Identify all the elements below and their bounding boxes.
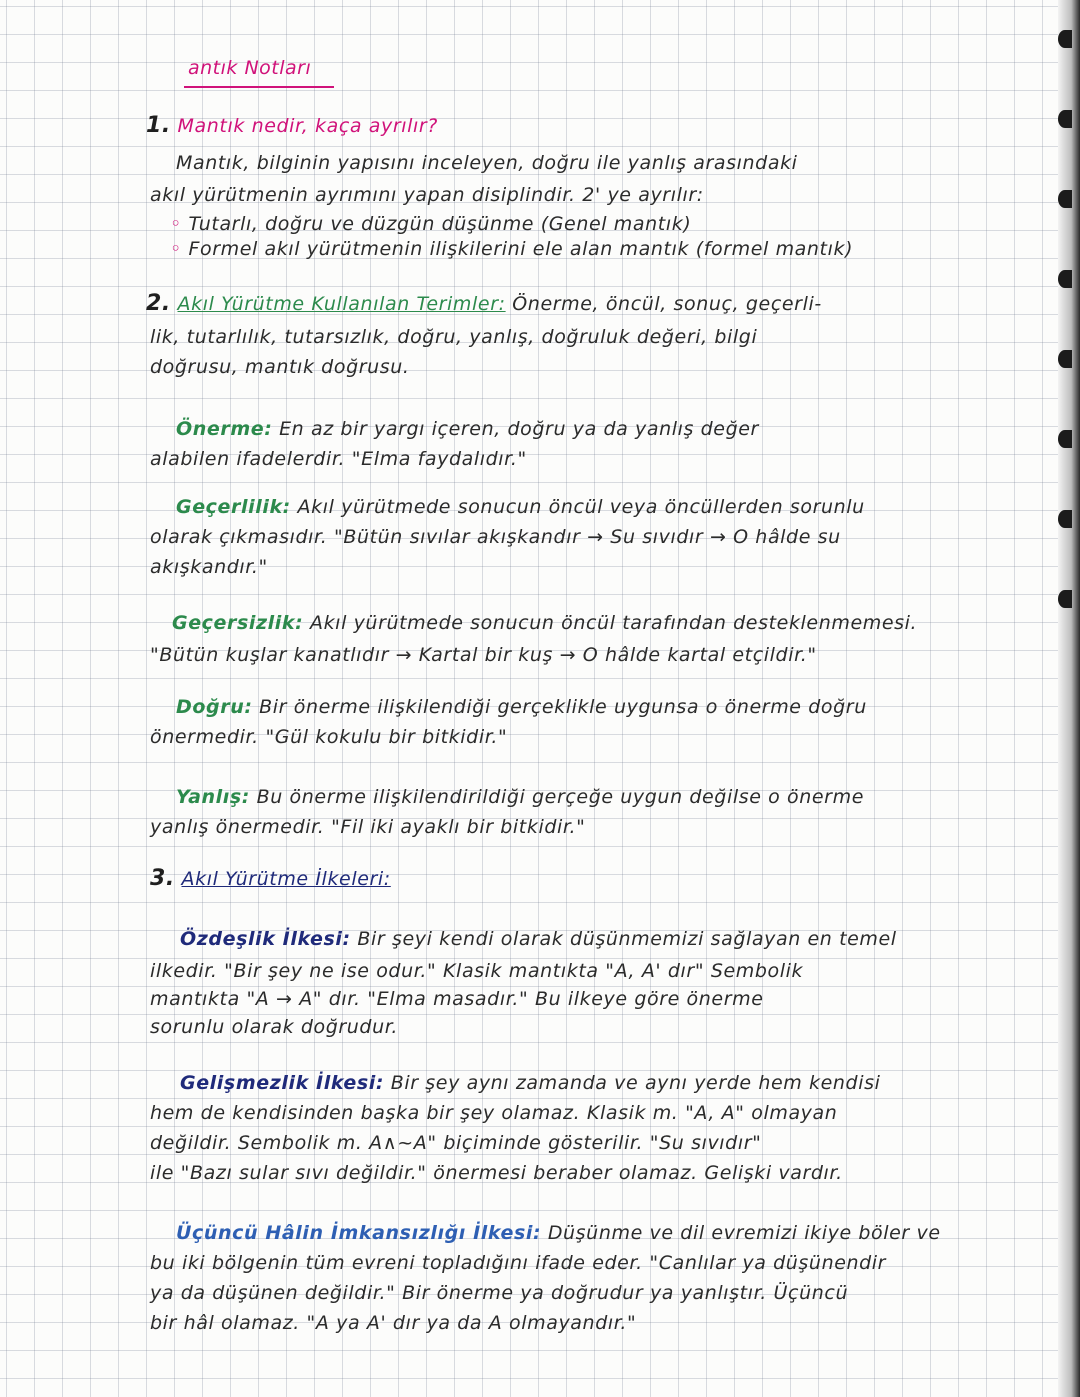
term-text: Bu önerme ilişkilendirildiği gerçeğe uygun değilse o önerme xyxy=(256,786,864,808)
term-label: Önerme: xyxy=(176,418,273,440)
binding-ring xyxy=(1058,110,1072,128)
binding-ring xyxy=(1058,270,1072,288)
bullet-item xyxy=(170,213,691,235)
bullet-item xyxy=(170,238,853,260)
principle-label: Özdeşlik İlkesi: xyxy=(180,928,351,950)
body-text: Önerme, öncül, sonuç, geçerli- xyxy=(512,293,822,315)
section-heading: Mantık nedir, kaça ayrılır? xyxy=(177,115,438,137)
body-line: doğrusu, mantık doğrusu. xyxy=(150,356,410,378)
spiral-binding xyxy=(1058,0,1080,1397)
body-line: hem de kendisinden başka bir şey olamaz. Klasik m. "A, A" olmayan xyxy=(150,1102,838,1124)
bullet-icon: ◦ xyxy=(170,238,189,260)
principle-text: Düşünme ve dil evremizi ikiye böler ve xyxy=(547,1222,941,1244)
principle-text: Bir şey aynı zamanda ve aynı yerde hem kendisi xyxy=(390,1072,881,1094)
term-label: Geçersizlik: xyxy=(172,612,304,634)
term-label: Doğru: xyxy=(176,696,253,718)
binding-ring xyxy=(1058,510,1072,528)
section-number: 2. xyxy=(146,291,171,316)
principle-label: Üçüncü Hâlin İmkansızlığı İlkesi: xyxy=(176,1222,542,1244)
body-line: alabilen ifadelerdir. "Elma faydalıdır." xyxy=(150,448,527,470)
body-line: yanlış önermedir. "Fil iki ayaklı bir bitkidir." xyxy=(150,816,586,838)
binding-ring xyxy=(1058,30,1072,48)
body-line: önermedir. "Gül kokulu bir bitkidir." xyxy=(150,726,508,748)
binding-ring xyxy=(1058,350,1072,368)
principle-text: Bir şeyi kendi olarak düşünmemizi sağlayan en temel xyxy=(357,928,897,950)
body-line: bu iki bölgenin tüm evreni topladığını ifade eder. "Canlılar ya düşünendir xyxy=(150,1252,887,1274)
body-line: ile "Bazı sular sıvı değildir." önermesi beraber olamaz. Gelişki vardır. xyxy=(150,1162,843,1184)
principle-line xyxy=(176,1222,941,1244)
body-line: akışkandır." xyxy=(150,556,268,578)
body-line: sorunlu olarak doğrudur. xyxy=(150,1016,399,1038)
section-heading: Akıl Yürütme Kullanılan Terimler: xyxy=(177,293,506,315)
bullet-text: Tutarlı, doğru ve düzgün düşünme (Genel mantık) xyxy=(188,213,692,235)
section-3-heading-line xyxy=(150,866,391,891)
principle-line xyxy=(180,928,897,950)
body-line: bir hâl olamaz. "A ya A' dır ya da A olmayandır." xyxy=(150,1312,637,1334)
body-line: lik, tutarlılık, tutarsızlık, doğru, yanlış, doğruluk değeri, bilgi xyxy=(150,326,758,348)
term-text: En az bir yargı içeren, doğru ya da yanlış değer xyxy=(279,418,759,440)
term-text: Akıl yürütmede sonucun öncül veya öncüllerden sorunlu xyxy=(297,496,865,518)
body-line: olarak çıkmasıdır. "Bütün sıvılar akışkandır → Su sıvıdır → O hâlde su xyxy=(150,526,841,548)
term-text: Akıl yürütmede sonucun öncül tarafından desteklenmemesi. xyxy=(309,612,918,634)
body-line: akıl yürütmenin ayrımını yapan disiplindir. 2' ye ayrılır: xyxy=(150,184,704,206)
binding-ring xyxy=(1058,430,1072,448)
binding-ring xyxy=(1058,590,1072,608)
section-heading: Akıl Yürütme İlkeleri: xyxy=(181,868,391,890)
section-2-heading-line xyxy=(146,291,822,316)
body-line: Mantık, bilginin yapısını inceleyen, doğru ile yanlış arasındaki xyxy=(176,152,798,174)
bullet-icon: ◦ xyxy=(170,213,189,235)
term-label: Yanlış: xyxy=(176,786,250,808)
section-number: 1. xyxy=(146,113,171,138)
body-line: ya da düşünen değildir." Bir önerme ya doğrudur ya yanlıştır. Üçüncü xyxy=(150,1282,849,1304)
principle-line xyxy=(180,1072,880,1094)
section-1-heading-line xyxy=(146,113,438,138)
term-line xyxy=(172,612,917,634)
body-line: değildir. Sembolik m. A∧~A" biçiminde gösterilir. "Su sıvıdır" xyxy=(150,1132,762,1154)
principle-label: Gelişmezlik İlkesi: xyxy=(180,1072,385,1094)
term-line xyxy=(176,418,759,440)
bullet-text: Formel akıl yürütmenin ilişkilerini ele alan mantık (formel mantık) xyxy=(188,238,854,260)
section-number: 3. xyxy=(150,866,175,891)
binding-ring xyxy=(1058,190,1072,208)
body-line: "Bütün kuşlar kanatlıdır → Kartal bir kuş → O hâlde kartal etçildir." xyxy=(150,644,817,666)
body-line: mantıkta "A → A" dır. "Elma masadır." Bu ilkeye göre önerme xyxy=(150,988,764,1010)
term-line xyxy=(176,786,864,808)
term-text: Bir önerme ilişkilendiği gerçeklikle uygunsa o önerme doğru xyxy=(259,696,867,718)
term-line xyxy=(176,496,865,518)
term-line xyxy=(176,696,867,718)
page-title: antık Notları xyxy=(188,57,312,79)
term-label: Geçerlilik: xyxy=(176,496,291,518)
body-line: ilkedir. "Bir şey ne ise odur." Klasik mantıkta "A, A' dır" Sembolik xyxy=(150,960,804,982)
title-underline xyxy=(184,86,334,88)
